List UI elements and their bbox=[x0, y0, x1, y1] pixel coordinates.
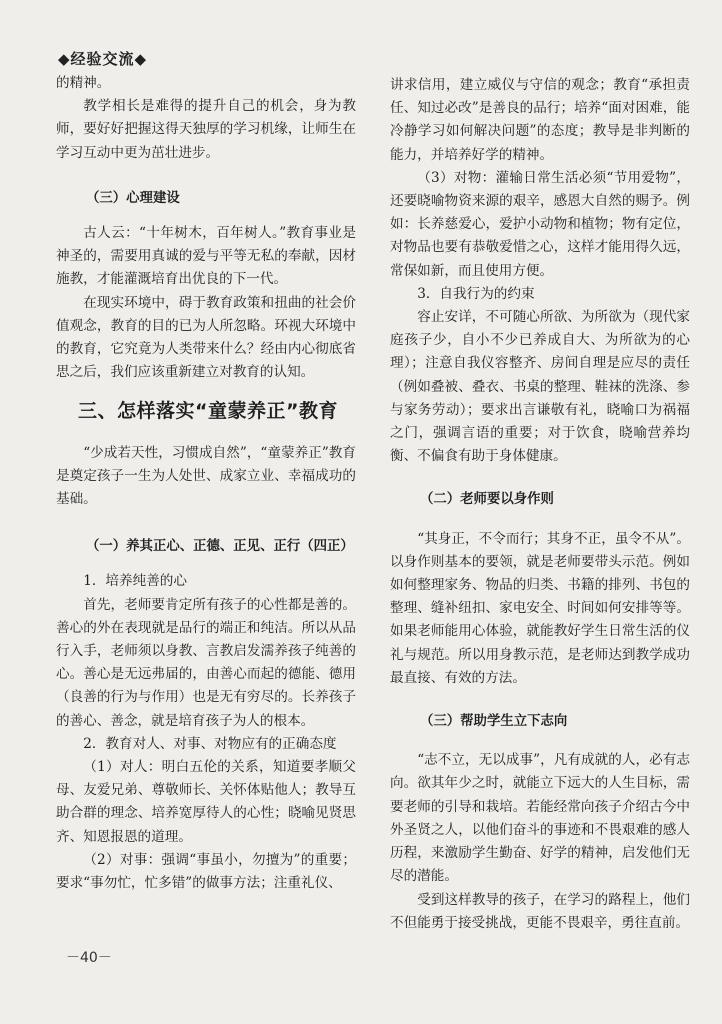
left-column bbox=[56, 72, 356, 895]
section-header: ◆经验交流◆ bbox=[58, 50, 148, 68]
page-number: －40－ bbox=[66, 950, 112, 966]
paragraph: 容止安详，不可随心所欲、为所欲为（现代家庭孩子少，自小不少已养成自大、为所欲为的心理）；注意自我仪容整齐、房间自理是应尽的责任（例如叠被、叠衣、书桌的整理、鞋袜的洗涤、参与家务劳动）；要求出言谦敬有礼，晓喻口为祸福之门，强调言语的重要；对于饮食，晓喻营养均衡、不偏食有助于身体健康。 bbox=[390, 309, 690, 465]
paragraph: 古人云：“十年树木，百年树人。”教育事业是神圣的，需要用真诚的爱与平等无私的奉献，因材施教，才能灌溉培育出优良的下一代。 bbox=[56, 225, 356, 288]
paragraph: 3．自我行为的约束 bbox=[417, 285, 535, 302]
paragraph: “少成若天性，习惯成自然”，“童蒙养正”教育是奠定孩子一生为人处世、成家立业、幸福成功的基础。 bbox=[56, 444, 356, 508]
paragraph: 受到这样教导的孩子，在学习的路程上，他们不但能勇于接受挑战，更能不畏艰辛，勇往直前。 bbox=[390, 891, 690, 931]
section-heading: 三、怎样落实“童蒙养正”教育 bbox=[78, 400, 338, 423]
subsection-heading: （三）帮助学生立下志向 bbox=[420, 714, 568, 730]
subsection-heading: （三）心理建设 bbox=[86, 190, 180, 206]
paragraph: “其身正，不令而行；其身不正，虽令不从”。以身作则基本的要领，就是老师要带头示范。例如如何整理家务、物品的归类、书籍的排列、书包的整理、缝补纽扣、家电安全、时间如何安排等等。如果老师能用心体验，就能教好学生日常生活的仪礼与规范。所以用身教示范，是老师达到教学成功最直接、有效的方法。 bbox=[390, 530, 690, 686]
subsection-heading: （一）养其正心、正德、正见、正行（四正） bbox=[86, 539, 354, 555]
subsection-heading: （二）老师要以身作则 bbox=[420, 492, 554, 508]
paragraph: 讲求信用，建立威仪与守信的观念；教育“承担责任、知过必改”是善良的品行；培养“面对困难，能冷静学习如何解决问题”的态度；教导是非判断的能力，并培养好学的精神。 bbox=[390, 77, 690, 163]
paragraph: 首先，老师要肯定所有孩子的心性都是善的。善心的外在表现就是品行的端正和纯洁。所以从品行入手，老师须以身教、言教启发濡养孩子纯善的心。善心是无远弗届的，由善心而起的德能、德用（良善的行为与作用）也是无有穷尽的。长养孩子的善心、善念，就是培育孩子为人的根本。 bbox=[56, 596, 356, 729]
paragraph: 在现实环境中，碍于教育政策和扭曲的社会价值观念，教育的目的已为人所忽略。环视大环境中的教育，它究竟为人类带来什么？经由内心彻底省思之后，我们应该重新建立对教育的认知。 bbox=[56, 294, 356, 381]
right-column bbox=[390, 74, 690, 935]
paragraph: “志不立，无以成事”，凡有成就的人，必有志向。欲其年少之时，就能立下远大的人生目标，需要老师的引导和栽培。若能经常向孩子介绍古今中外圣贤之人，以他们奋斗的事迹和不畏艰难的感人历程，来激励学生勤奋、好学的精神，启发他们无尽的潜能。 bbox=[390, 752, 690, 885]
paragraph: 2．教育对人、对事、对物应有的正确态度 bbox=[83, 735, 337, 752]
paragraph: 1．培养纯善的心 bbox=[83, 573, 187, 590]
paragraph: （1）对人：明白五伦的关系，知道要孝顺父母、友爱兄弟、尊敬师长、关怀体贴他人；教导互助合群的理念、培养宽厚待人的心性；晓喻见贤思齐、知恩报恩的道理。 bbox=[56, 759, 356, 845]
paragraph: （3）对物：灌输日常生活必须“节用爱物”，还要晓喻物资来源的艰辛，感恩大自然的赐予。例如：长养慈爱心，爱护小动物和植物；物有定位，对物品也要有恭敬爱惜之心，这样才能用得久远，常保如新，而且使用方便。 bbox=[390, 169, 690, 279]
paragraph: 的精神。 bbox=[56, 75, 111, 91]
paragraph: （2）对事：强调“事虽小，勿擅为”的重要；要求“事勿忙，忙多错”的做事方法；注重礼仪、 bbox=[56, 851, 356, 892]
paragraph: 教学相长是难得的提升自己的机会，身为教师，要好好把握这得天独厚的学习机缘，让师生在学习互动中更为茁壮进步。 bbox=[56, 98, 356, 161]
